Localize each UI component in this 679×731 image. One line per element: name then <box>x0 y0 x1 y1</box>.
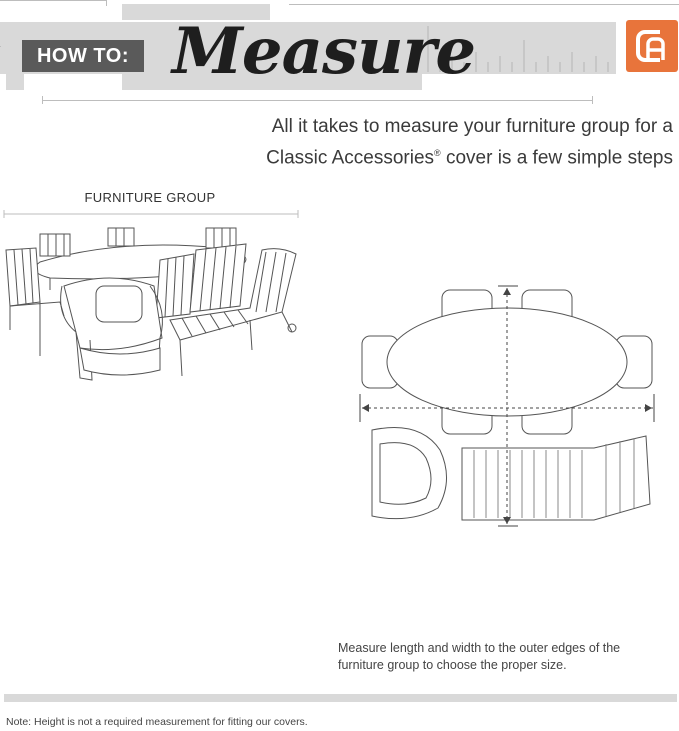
intro-line-2-rest: cover is a few simple steps <box>440 147 673 169</box>
footer-bar <box>4 694 677 702</box>
intro-line-2-brand: Classic Accessories <box>266 147 435 169</box>
intro-line-1: All it takes to measure your furniture group for a <box>271 116 673 137</box>
furniture-group-label: FURNITURE GROUP <box>84 190 216 205</box>
page-title: Measure <box>172 14 476 89</box>
registered-mark: ® <box>434 148 441 158</box>
classic-accessories-logo-icon <box>626 20 678 72</box>
howto-label: HOW TO: <box>22 40 144 72</box>
top-view-diagram <box>350 280 670 540</box>
intro-line-2 <box>113 140 673 171</box>
intro-text <box>113 114 673 171</box>
header-rule-bottom <box>42 100 592 101</box>
measure-caption: Measure length and width to the outer edges of the furniture group to choose the proper size. <box>338 641 621 672</box>
footer-note: Note: Height is not a required measurement for fitting our covers. <box>6 716 308 728</box>
furniture-group-illustration <box>0 220 310 390</box>
